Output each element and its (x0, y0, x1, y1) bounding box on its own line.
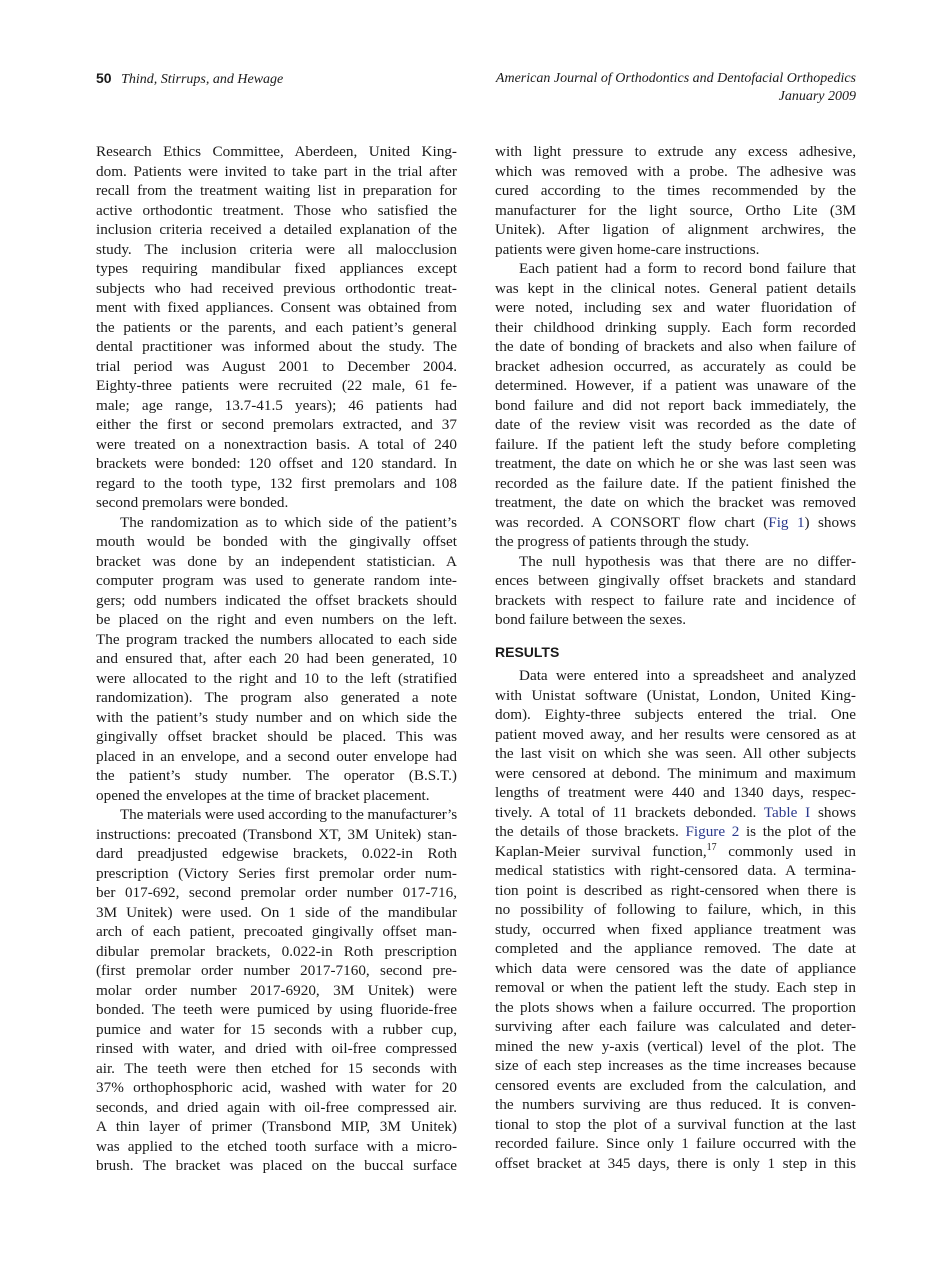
text-line: tion point is described as right-censored when there is (495, 881, 856, 899)
issue-date: January 2009 (778, 89, 856, 104)
text-line: mined the new y-axis (vertical) level of the plot. The (495, 1037, 856, 1055)
text-line: bracket was done by an independent statistician. A (96, 552, 457, 570)
text-line: randomization). The program also generated a note (96, 689, 457, 706)
text-line: study. The inclusion criteria were all malocclusion (96, 240, 457, 258)
text-line: size of each step increases as the time increases because (495, 1057, 856, 1074)
text-segment: ) shows (804, 513, 856, 531)
text-line: Data were entered into a spreadsheet and analyzed (519, 667, 856, 684)
text-segment: Kaplan-Meier survival function, (495, 842, 707, 860)
text-line: failure. If the patient left the study before completing (495, 435, 856, 453)
paragraph (96, 142, 457, 513)
text-line: no possibility of following to failure, which, in this (495, 901, 856, 918)
text-line: patients were given home-care instructions. (495, 240, 760, 258)
text-line: The program tracked the numbers allocated to each side (96, 630, 457, 648)
text-line: instructions: precoated (Transbond XT, 3M Unitek) stan- (96, 825, 457, 843)
text-line: arch of each patient, precoated gingivally offset man- (96, 923, 457, 940)
text-line: 37% orthophosphoric acid, washed with water for 20 (96, 1079, 457, 1096)
text-line: computer program was used to generate random inte- (96, 572, 457, 589)
text-line: seconds, and dried again with oil-free compressed air. (96, 1098, 457, 1116)
text-line: and ensured that, after each 20 had been generated, 10 (96, 650, 457, 667)
text-line: types requiring mandibular fixed appliances except (96, 260, 457, 277)
paragraph (495, 142, 856, 259)
text-line: rinsed with water, and dried with oil-free compressed (96, 1040, 457, 1057)
text-line: mouth would be bonded with the gingivally offset (96, 533, 457, 550)
text-line: date of the review visit was recorded as the date of (495, 416, 856, 433)
text-line: dard preadjusted edgewise brackets, 0.022-in Roth (96, 845, 457, 862)
text-column-left (96, 142, 457, 1176)
text-line: the last visit on which she was seen. All other subjects (495, 745, 856, 762)
text-line: The randomization as to which side of the patient’s (120, 513, 457, 531)
cross-reference-link[interactable]: Fig 1 (768, 513, 805, 531)
text-line: were noted, including sex and water fluoridation of (495, 299, 856, 316)
text-line: the progress of patients through the study. (495, 533, 750, 550)
text-column-right (495, 142, 856, 1173)
text-line: was kept in the clinical notes. General patient details (495, 279, 856, 297)
text-line: regard to the tooth type, 132 first premolars and 108 (96, 474, 457, 492)
text-line: brackets with respect to failure rate and incidence of (495, 591, 856, 609)
text-line: (first premolar order number 2017-7160, second pre- (96, 962, 457, 979)
text-line: which was removed with a probe. The adhesive was (495, 162, 856, 180)
text-line: were treated on a nonextraction basis. A total of 240 (96, 435, 457, 453)
text-line: gingivally offset bracket should be placed. This was (96, 728, 457, 745)
text-line: Unitek). After ligation of alignment archwires, the (495, 221, 856, 238)
text-line: determined. However, if a patient was unaware of the (495, 377, 856, 394)
journal-name: American Journal of Orthodontics and Dentofacial Orthopedics (495, 71, 856, 86)
text-segment: is the plot of the (739, 823, 856, 840)
text-line: the patients or the parents, and each patient’s general (96, 318, 457, 336)
text-line: bonded. The teeth were pumiced by using fluoride-free (96, 1001, 457, 1018)
text-line: medical statistics with right-censored data. A termina- (495, 862, 856, 879)
text-line: completed and the appliance removed. The date at (495, 940, 856, 957)
text-line: bond failure and did not report back immediately, the (495, 396, 856, 414)
text-line: prescription (Victory Series first premolar order num- (96, 864, 457, 882)
text-line: opened the envelopes at the time of bracket placement. (96, 786, 430, 804)
text-segment: tively. A total of 11 brackets debonded. (495, 803, 764, 821)
text-line (495, 803, 856, 823)
text-line: either the first or second premolars extracted, and 37 (96, 416, 457, 433)
text-line: subjects who had received previous orthodontic treat- (96, 279, 457, 297)
running-header-left (96, 70, 283, 88)
text-line: were allocated to the right and 10 to the left (stratified (96, 669, 457, 687)
running-header-right (496, 70, 856, 106)
text-line: with light pressure to extrude any excess adhesive, (495, 143, 856, 160)
text-line: ment with fixed appliances. Consent was obtained from (96, 299, 457, 316)
text-line: which data were censored was the date of appliance (495, 959, 856, 977)
text-line (495, 842, 856, 862)
text-line: The materials were used according to the manufacturer’s (120, 806, 458, 823)
text-line: ences between gingivally offset brackets and standard (495, 572, 856, 589)
text-line: treatment, the date on which the bracket was removed (495, 494, 856, 511)
paragraph (495, 259, 856, 552)
text-line: The null hypothesis was that there are no differ- (519, 552, 856, 570)
text-line: the plots shows when a failure occurred. The proportion (495, 998, 856, 1016)
text-line: recorded failure. Since only 1 failure occurred with the (495, 1135, 856, 1152)
text-line: with Unistat software (Unistat, London, United King- (495, 686, 856, 704)
running-authors: Thind, Stirrups, and Hewage (121, 72, 284, 87)
section-heading: RESULTS (495, 643, 560, 660)
text-line: the date of bonding of brackets and also when failure of (495, 338, 856, 355)
text-line: the numbers surviving are thus reduced. It is conven- (495, 1096, 856, 1113)
text-line: dom. Patients were invited to take part in the trial after (96, 162, 457, 180)
text-line (495, 513, 856, 533)
text-line: placed in an envelope, and a second outer envelope had (96, 747, 457, 765)
text-line: be placed on the right and even numbers on the left. (96, 611, 457, 628)
text-line: lengths of treatment were 440 and 1340 days, respec- (495, 784, 856, 801)
text-segment: commonly used in (716, 842, 856, 860)
citation-superscript[interactable]: 17 (706, 841, 717, 853)
text-line: Eighty-three patients were recruited (22 male, 61 fe- (96, 377, 457, 394)
text-line: was applied to the etched tooth surface with a micro- (96, 1137, 457, 1155)
text-line: trial period was August 2001 to December 2004. (96, 357, 457, 375)
text-line: active orthodontic treatment. Those who satisfied the (96, 201, 457, 219)
text-line: surviving after each failure was calculated and deter- (495, 1018, 856, 1035)
text-line: second premolars were bonded. (96, 494, 289, 511)
text-segment: was recorded. A CONSORT flow chart ( (495, 513, 769, 531)
text-line: bracket adhesion occurred, as accurately as could be (495, 357, 856, 375)
text-line: censored events are excluded from the calculation, and (495, 1076, 856, 1094)
text-line: 3M Unitek) were used. On 1 side of the mandibular (96, 903, 457, 921)
text-line: Research Ethics Committee, Aberdeen, United King- (96, 143, 457, 160)
cross-reference-link[interactable]: Figure 2 (685, 823, 740, 840)
text-line: Each patient had a form to record bond failure that (519, 260, 856, 277)
text-line: air. The teeth were then etched for 15 seconds with (96, 1059, 457, 1077)
text-line: the patient’s study number. The operator (B.S.T.) (96, 767, 457, 784)
text-segment: shows (810, 803, 856, 821)
text-line: brackets were bonded: 120 offset and 120 standard. In (96, 455, 457, 472)
text-line: molar order number 2017-6920, 3M Unitek) were (96, 981, 457, 999)
paragraph (495, 552, 856, 630)
text-line: dibular premolar brackets, 0.022-in Roth prescription (96, 942, 457, 960)
text-line: ber 017-692, second premolar order number 017-716, (96, 884, 457, 901)
text-line: male; age range, 13.7-41.5 years); 46 patients had (96, 396, 457, 414)
text-line: manufacturer for the light source, Ortho Lite (3M (495, 201, 856, 219)
text-line: pumice and water for 15 seconds with a rubber cup, (96, 1020, 457, 1038)
paragraph (96, 805, 457, 1176)
paragraph (495, 666, 856, 1173)
text-line: dom). Eighty-three subjects entered the trial. One (495, 706, 856, 723)
text-line: A thin layer of primer (Transbond MIP, 3M Unitek) (96, 1118, 457, 1135)
text-line: study, occurred when fixed appliance treatment was (495, 920, 856, 938)
text-line: were censored at debond. The minimum and maximum (495, 764, 856, 782)
text-segment: the details of those brackets. (495, 823, 686, 840)
text-line: with the patient’s study number and on which side the (96, 708, 457, 726)
paragraph (96, 513, 457, 806)
text-line: inclusion criteria received a detailed explanation of the (96, 221, 457, 238)
text-line: recall from the treatment waiting list in preparation for (96, 182, 457, 199)
text-line: cured according to the times recommended by the (495, 182, 856, 199)
text-line: patient moved away, and her results were censored as at (495, 725, 856, 743)
page-number: 50 (96, 70, 112, 86)
text-line: recorded as the failure date. If the patient finished the (495, 474, 856, 492)
text-line: treatment, the date on which he or she was last seen was (495, 455, 856, 472)
text-line: offset bracket at 345 days, there is only 1 step in this (495, 1154, 856, 1172)
cross-reference-link[interactable]: Table I (763, 803, 811, 821)
text-line: gers; odd numbers indicated the offset brackets should (96, 591, 457, 609)
text-line: brush. The bracket was placed on the buccal surface (96, 1157, 457, 1174)
text-line: their childhood drinking supply. Each form recorded (495, 318, 856, 336)
text-line: tional to stop the plot of a survival function at the last (495, 1115, 856, 1133)
text-line (495, 822, 856, 842)
text-line: removal or when the patient left the study. Each step in (495, 979, 856, 996)
text-line: dental practitioner was informed about the study. The (96, 338, 457, 355)
text-line: bond failure between the sexes. (495, 611, 687, 628)
